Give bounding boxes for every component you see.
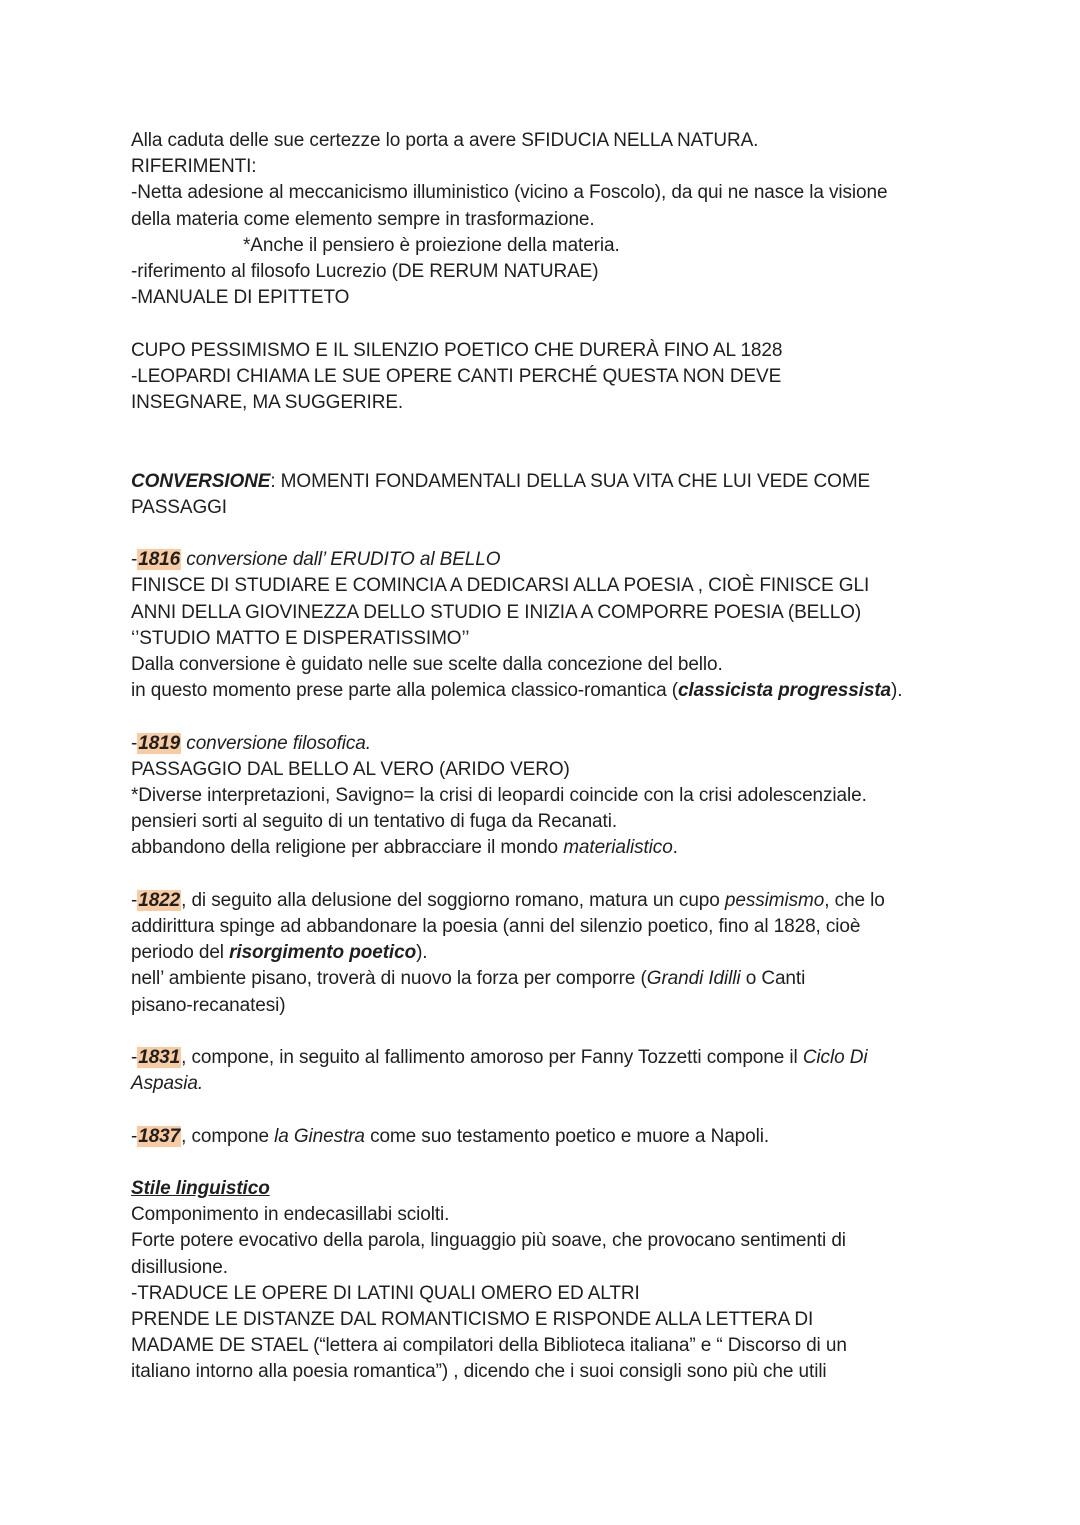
text-line: Componimento in endecasillabi sciolti. — [131, 1204, 450, 1226]
year-highlight: 1831 — [138, 1047, 181, 1069]
text-span: Grandi Idilli — [646, 968, 741, 990]
text-line — [131, 469, 961, 495]
text-line — [131, 1045, 961, 1071]
dash: - — [131, 1125, 138, 1147]
conversione-section — [131, 469, 961, 521]
text-line: Forte potere evocativo della parola, linguaggio più soave, che provocano sentimenti di — [131, 1230, 846, 1252]
section-1822 — [131, 888, 961, 1019]
text-line — [131, 678, 961, 704]
text-span: nell’ ambiente pisano, troverà di nuovo la forza per comporre ( — [131, 968, 647, 990]
document-body — [131, 128, 961, 1386]
text-span: la Ginestra — [274, 1125, 365, 1147]
text-span: come suo testamento poetico e muore a Napoli. — [364, 1125, 770, 1147]
text-line: MADAME DE STAEL (“lettera ai compilatori della Biblioteca italiana” e “ Discorso di un — [131, 1335, 847, 1357]
year-highlight: 1837 — [138, 1125, 181, 1147]
text-line: -LEOPARDI CHIAMA LE SUE OPERE CANTI PERCHÉ QUESTA NON DEVE — [131, 365, 782, 387]
year-highlight: 1819 — [138, 732, 181, 754]
dash: - — [131, 889, 138, 911]
text-line: della materia come elemento sempre in trasformazione. — [131, 208, 595, 230]
text-line: -Netta adesione al meccanicismo illuministico (vicino a Foscolo), da qui ne nasce la visione — [131, 182, 888, 204]
text-line: italiano intorno alla poesia romantica”) , dicendo che i suoi consigli sono più che utili — [131, 1361, 827, 1383]
text-line: -riferimento al filosofo Lucrezio (DE RERUM NATURAE) — [131, 261, 599, 283]
text-span: . — [672, 837, 678, 859]
text-line: -TRADUCE LE OPERE DI LATINI QUALI OMERO ED ALTRI — [131, 1282, 640, 1304]
text-line: disillusione. — [131, 1256, 228, 1278]
section-1837 — [131, 1124, 961, 1150]
text-line: PASSAGGI — [131, 496, 227, 518]
text-line: *Anche il pensiero è proiezione della materia. — [243, 234, 620, 256]
dash: - — [131, 732, 138, 754]
text-line: FINISCE DI STUDIARE E COMINCIA A DEDICARSI ALLA POESIA , CIOÈ FINISCE GLI — [131, 575, 870, 597]
stile-section — [131, 1176, 961, 1386]
text-line: PRENDE LE DISTANZE DAL ROMANTICISMO E RISPONDE ALLA LETTERA DI — [131, 1309, 814, 1331]
text-span: : MOMENTI FONDAMENTALI DELLA SUA VITA CHE LUI VEDE COME — [270, 470, 871, 492]
dash: - — [131, 549, 138, 571]
section-1819 — [131, 731, 961, 862]
text-span: materialistico — [563, 837, 673, 859]
section-title — [131, 547, 961, 573]
text-span: abbandono della religione per abbracciare il mondo — [131, 837, 564, 859]
text-line: pisano-recanatesi) — [131, 994, 286, 1016]
text-span: o Canti — [740, 968, 806, 990]
text-line: RIFERIMENTI: — [131, 156, 257, 178]
text-line: Alla caduta delle sue certezze lo porta a avere SFIDUCIA NELLA NATURA. — [131, 130, 759, 151]
pessimism-section — [131, 338, 961, 417]
text-line: INSEGNARE, MA SUGGERIRE. — [131, 392, 404, 414]
text-line: pensieri sorti al seguito di un tentativo di fuga da Recanati. — [131, 811, 617, 833]
section-1831 — [131, 1045, 961, 1097]
text-span: periodo del — [131, 942, 230, 964]
text-line: -MANUALE DI EPITTETO — [131, 287, 350, 309]
text-span: pessimismo — [724, 889, 825, 911]
text-line: Dalla conversione è guidato nelle sue scelte dalla concezione del bello. — [131, 654, 723, 676]
intro-section — [131, 128, 961, 311]
text-span: ). — [891, 680, 903, 702]
text-span: conversione dall’ ERUDITO al BELLO — [181, 549, 501, 571]
year-highlight: 1822 — [138, 889, 181, 911]
text-span: , compone, in seguito al fallimento amoroso per Fanny Tozzetti compone il — [181, 1047, 803, 1069]
text-line — [131, 1124, 961, 1150]
text-line: *Diverse interpretazioni, Savigno= la crisi di leopardi coincide con la crisi adolescenziale. — [131, 785, 867, 807]
text-line — [131, 835, 961, 861]
text-span: , di seguito alla delusione del soggiorno romano, matura un cupo — [181, 889, 725, 911]
text-span: classicista progressista — [677, 680, 892, 702]
text-line — [131, 940, 961, 966]
text-line: Aspasia. — [131, 1073, 204, 1095]
text-line: ANNI DELLA GIOVINEZZA DELLO STUDIO E INIZIA A COMPORRE POESIA (BELLO) — [131, 601, 862, 623]
conversione-term: CONVERSIONE — [131, 470, 271, 492]
text-span: conversione filosofica. — [181, 732, 371, 754]
text-span: , compone — [181, 1125, 275, 1147]
text-line — [131, 966, 961, 992]
text-line: CUPO PESSIMISMO E IL SILENZIO POETICO CHE DURERÀ FINO AL 1828 — [131, 339, 783, 361]
text-line: PASSAGGIO DAL BELLO AL VERO (ARIDO VERO) — [131, 758, 570, 780]
text-span: , che lo — [824, 889, 885, 911]
text-span: risorgimento poetico — [229, 942, 417, 964]
text-span: Ciclo Di — [802, 1047, 868, 1069]
text-span: in questo momento prese parte alla polemica classico-romantica ( — [131, 680, 678, 702]
text-line: ‘’STUDIO MATTO E DISPERATISSIMO’’ — [131, 627, 470, 649]
year-highlight: 1816 — [138, 549, 181, 571]
section-heading: Stile linguistico — [131, 1178, 270, 1199]
dash: - — [131, 1047, 138, 1069]
text-line — [131, 888, 961, 914]
section-title — [131, 731, 961, 757]
text-line: addirittura spinge ad abbandonare la poesia (anni del silenzio poetico, fino al 1828, cioè — [131, 916, 861, 938]
section-1816 — [131, 547, 961, 704]
text-span: ). — [416, 942, 428, 964]
